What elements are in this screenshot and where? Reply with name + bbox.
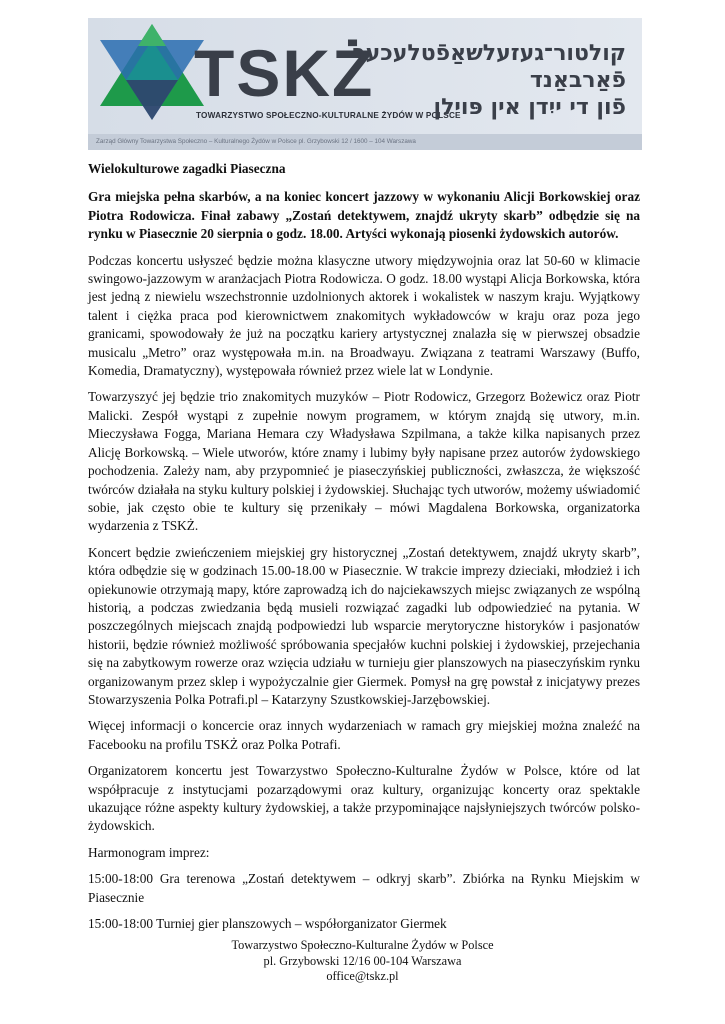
yiddish-line: פֿאַרבאַנד (529, 68, 626, 93)
footer-org-name: Towarzystwo Społeczno-Kulturalne Żydów w Polsce (231, 938, 494, 952)
yiddish-name (352, 40, 626, 121)
schedule-item: 15:00-18:00 Gra terenowa „Zostań detektywem – odkryj skarb”. Zbiórka na Rynku Miejskim w Piasecznie (88, 871, 640, 905)
yiddish-line: פֿון די ייִדן אין פּוילן (433, 95, 626, 120)
schedule-heading: Harmonogram imprez: (88, 844, 210, 860)
paragraph: Towarzyszyć jej będzie trio znakomitych muzyków – Piotr Rodowicz, Grzegorz Bożewicz oraz Piotr Malicki. Zespół wystąpi z zupełnie nowym programem, w którym znajdą się utwory, m.in. Mieczysława Fogga, Mariana Hemara czy Władysława Szpilmana, a także kilka napisanych przez Alicję Borkowską. – Wiele utworów, które znamy i lubimy były napisane przez autorów żydowskiego pochodzenia. Zależy nam, aby przypomnieć je piaseczyńskiej publiczności, zwłaszcza, że większość twórców działała na styku kultury polskiej i żydowskiej. Słuchając tych utworów, możemy uświadomić sobie, jak często obie te kultury się przenikały – mówi Magdalena Borkowska, organizatorka wydarzenia z TSKŻ. (88, 389, 640, 534)
org-full-name: TOWARZYSTWO SPOŁECZNO-KULTURALNE ŻYDÓW W POLSCE (196, 111, 461, 120)
schedule-item: 15:00-18:00 Turniej gier planszowych – współorganizator Giermek (88, 916, 447, 932)
header-address-strip: Zarząd Główny Towarzystwa Społeczno – Kulturalnego Żydów w Polsce pl. Grzybowski 12 / 1600 – 104 Warszawa (88, 134, 642, 150)
paragraph: Więcej informacji o koncercie oraz innych wydarzeniach w ramach gry miejskiej można znaleźć na Facebooku na profilu TSKŻ oraz Polka Potrafi. (88, 718, 640, 752)
footer-address: pl. Grzybowski 12/16 00-104 Warszawa (263, 953, 462, 968)
paragraph: Koncert będzie zwieńczeniem miejskiej gry historycznej „Zostań detektywem, znajdź ukryty skarb”, która odbędzie się w godzinach 15.00-18.00 w Piasecznie. W trakcie imprezy dzieciaki, młodzież i ich opiekunowie otrzymają mapy, które zaprowadzą ich do najciekawszych miejsc związanych ze wspólną historią, a podczas zwiedzania będą musieli rozwiązać zagadki lub odpowiedzieć na pytania. W poszczególnych miejscach znajdą podpowiedzi lub wsparcie merytoryczne historyków i pasjonatów historii, będzie również możliwość spróbowania specjałów kuchni polskiej i żydowskiej, przejechania się na zabytkowym rowerze oraz wzięcia udziału w turnieju gier planszowych na piaseczyńskim rynku organizowanym przez sklep i wypożyczalnie gier Giermek. Pomysł na grę powstał z inicjatywy prezes Stowarzyszenia Polka Potrafi.pl – Katarzyny Szustkowskiej-Jarzębowskiej. (88, 544, 640, 707)
logo-wordmark: TSKŻ (194, 36, 375, 110)
footer-email[interactable]: office@tskz.pl (326, 969, 399, 984)
page-footer (0, 938, 725, 985)
yiddish-line: קולטור־געזעלשאַפֿטלעכער (352, 41, 626, 66)
article-lead: Gra miejska pełna skarbów, a na koniec koncert jazzowy w wykonaniu Alicji Borkowskiej oraz Piotra Rodowicza. Finał zabawy „Zostań detektywem, znajdź ukryty skarb” odbędzie się na rynku w Piasecznie 20 sierpnia o godz. 18.00. Artyści wykonają piosenki żydowskich autorów. (88, 189, 640, 242)
article-body (88, 160, 640, 941)
article-title: Wielokulturowe zagadki Piaseczna (88, 161, 286, 176)
paragraph: Organizatorem koncertu jest Towarzystwo Społeczno-Kulturalne Żydów w Polsce, które od lat współpracuje z instytucjami pozarządowymi oraz kultury, organizując koncerty oraz spektakle ukazujące różne aspekty kultury żydowskiej, a także przypominające najsłyniejszych twórców polsko-żydowskich. (88, 763, 640, 834)
paragraph: Podczas koncertu usłyszeć będzie można klasyczne utwory międzywojnia oraz lat 50-60 w klimacie swingowo-jazzowym w aranżacjach Piotra Rodowicza. O godz. 18.00 wystąpi Alicja Borkowska, która jest jedną z niewielu wszechstronnie uzdolnionych aktorek i wokalistek w naszym kraju. Wyjątkowy talent i ciężka praca pod kierownictwem znakomitych wykładowców w kraju oraz poza jego granicami, spowodowały że już na początku kariery artystycznej znalazła się w pierwszej obsadzie musicalu „Metro” oraz występowała m.in. na Broadwayu. Związana z teatrami Warszawy (Buffo, Komedia, Dramatyczny), występowała również przez wiele lat w Londynie. (88, 252, 640, 379)
letterhead-banner (88, 18, 642, 150)
